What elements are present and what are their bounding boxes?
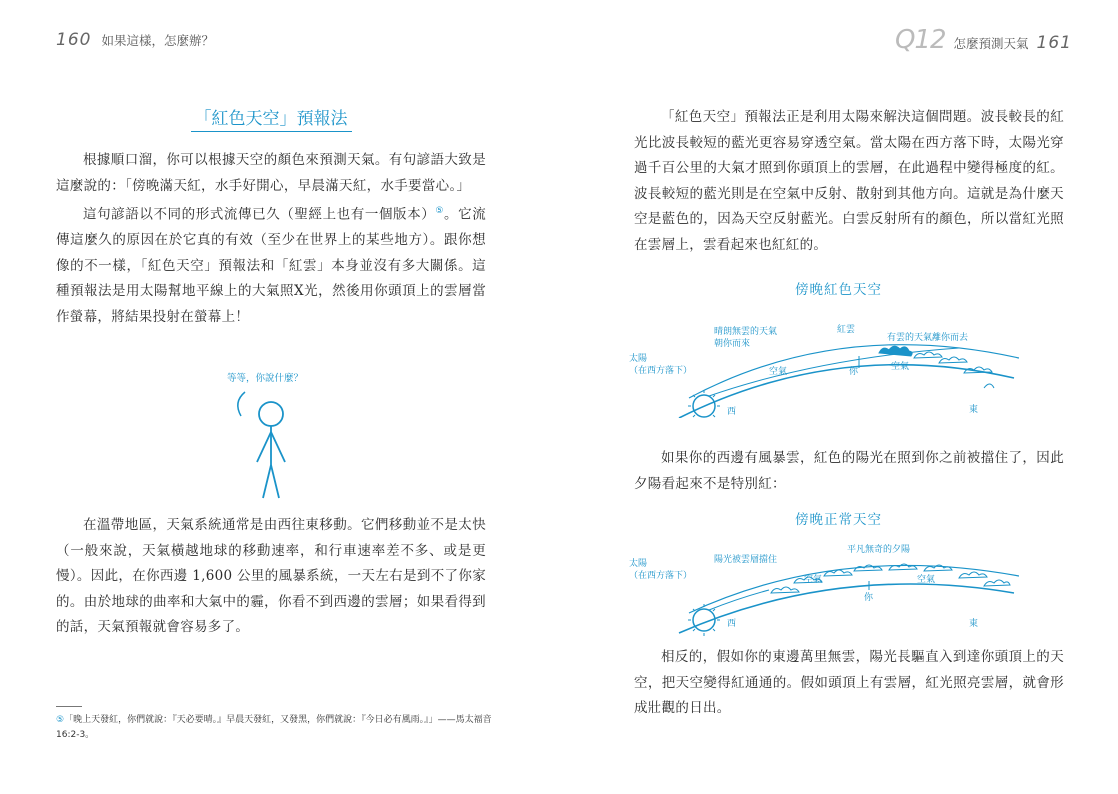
page-number: 160 — [56, 30, 92, 50]
clear-weather-label: 晴朗無雲的天氣 朝你而來 — [714, 327, 778, 349]
paragraph: 根據順口溜，你可以根據天空的顏色來預測天氣。有句諺語大致是這麼說的：「傍晚滿天紅，水手好開心，早晨滿天紅，水手要當心。」 — [56, 152, 486, 194]
paragraph — [56, 199, 486, 330]
stick-figure-illustration — [195, 370, 335, 505]
air-label: 空氣 — [891, 362, 910, 372]
footnote-mark: ⑤ — [56, 715, 65, 725]
air-label: 空氣 — [769, 367, 788, 377]
question-number: Q12 — [894, 25, 946, 55]
ordinary-sunset-label: 平凡無奇的夕陽 — [847, 545, 911, 555]
body-text-middle — [634, 446, 1064, 497]
sun-label: 太陽 （在西方落下） — [629, 354, 693, 376]
stick-figure-icon — [195, 370, 335, 505]
air-label: 空氣 — [804, 575, 823, 585]
footnote-ref[interactable]: ⑤ — [435, 206, 445, 216]
speech-caption: 等等，你說什麼？ — [226, 373, 303, 384]
right-header — [894, 25, 1072, 55]
diagram-normal-sky — [629, 538, 1019, 638]
paragraph: 「紅色天空」預報法正是利用太陽來解決這個問題。波長較長的紅光比波長較短的藍光更容易穿透空氣。當太陽在西方落下時，太陽光穿過千百公里的大氣才照到你頭頂上的雲層，在此過程中變得極度的紅。波長較短的藍光則是在空氣中反射、散射到其他方向。這就是為什麼天空是藍色的，因為天空反射藍光。白雲反射所有的顏色，所以當紅光照在雲層上，雲看起來也紅紅的。 — [634, 109, 1064, 253]
running-title: 如果這樣，怎麼辦？ — [101, 33, 214, 48]
diagram-title-red-sky: 傍晚紅色天空 — [795, 282, 882, 298]
you-label: 你 — [849, 367, 859, 377]
paragraph-part: 這句諺語以不同的形式流傳已久（聖經上也有一個版本） — [83, 206, 436, 223]
west-label: 西 — [727, 619, 737, 629]
paragraph: 如果你的西邊有風暴雲，紅色的陽光在照到你之前被擋住了，因此夕陽看起來不是特別紅： — [634, 450, 1064, 492]
sun-label: 太陽 （在西方落下） — [629, 559, 693, 581]
section-title — [56, 104, 486, 129]
diagram-red-sky — [629, 318, 1019, 418]
right-page — [559, 0, 1118, 794]
cloudy-weather-label: 有雲的天氣離你而去 — [887, 333, 969, 343]
page-number: 161 — [1036, 33, 1072, 53]
body-text-top — [634, 105, 1064, 258]
east-label: 東 — [969, 619, 979, 629]
diagram-title-normal-sky: 傍晚正常天空 — [795, 512, 882, 528]
left-header — [56, 30, 214, 50]
section-title-text: 「紅色天空」預報法 — [191, 109, 352, 132]
west-label: 西 — [727, 407, 737, 417]
east-label: 東 — [969, 405, 979, 415]
running-title: 怎麼預測天氣 — [953, 36, 1029, 51]
body-text-top — [56, 148, 486, 330]
you-label: 你 — [864, 593, 874, 603]
paragraph: 在溫帶地區，天氣系統通常是由西往東移動。它們移動並不是太快（一般來說，天氣橫越地球的移動速率，和行車速率差不多、或是更慢）。因此，在你西邊 1,600 公里的風暴系統，一天左右是到不了你家的。由於地球的曲率和大氣中的霾，你看不到西邊的雲層；如果看得到的話，天氣預報就會容易多了。 — [56, 517, 486, 635]
footnote — [56, 713, 496, 743]
body-text-bottom — [634, 645, 1064, 722]
paragraph-part: 。它流傳這麼久的原因在於它真的有效（至少在世界上的某些地方）。跟你想像的不一樣，「紅色天空」預報法和「紅雲」本身並沒有多大關係。這種預報法是用太陽幫地平線上的大氣照X光，然後用你頭頂上的雲層當作螢幕，將結果投射在螢幕上！ — [56, 206, 487, 325]
atmosphere-diagram-icon — [659, 538, 1019, 638]
air-label: 空氣 — [917, 575, 936, 585]
paragraph: 相反的，假如你的東邊萬里無雲，陽光長驅直入到達你頭頂上的天空，把天空變得紅通通的。假如頭頂上有雲層，紅光照亮雲層，就會形成壯觀的日出。 — [634, 649, 1064, 716]
footnote-rule — [56, 706, 82, 707]
footnote-text: 「晚上天發紅，你們就說：『天必要晴。』早晨天發紅，又發黑，你們就說：『今日必有風雨。』」——馬太福音16:2-3。 — [56, 715, 492, 740]
body-text-bottom — [56, 513, 486, 641]
blocked-sunlight-label: 陽光被雲層擋住 — [714, 555, 778, 565]
red-cloud-label: 紅雲 — [837, 325, 856, 335]
